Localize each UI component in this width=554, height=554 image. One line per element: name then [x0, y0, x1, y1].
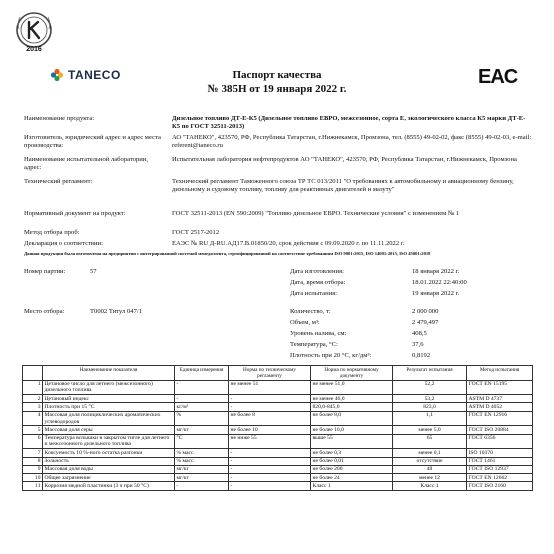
- test-method: ISO 10370: [467, 449, 533, 457]
- row-number: 6: [23, 434, 43, 449]
- regulation-norm: -: [229, 482, 311, 490]
- row-number: 2: [23, 395, 43, 403]
- manufacturer-label: Изготовитель, юридический адрес и адрес места производства:: [24, 134, 161, 149]
- temperature-label: Температура, °С:: [290, 341, 338, 348]
- regulation-norm: -: [229, 403, 311, 411]
- row-number: 8: [23, 457, 43, 465]
- table-row: [23, 449, 533, 457]
- row-number: 7: [23, 449, 43, 457]
- row-number: 11: [23, 482, 43, 490]
- document-norm: не более 0,3: [311, 449, 393, 457]
- sampling-method-value: ГОСТ 2517-2012: [172, 229, 220, 236]
- table-row: [23, 380, 533, 395]
- density-value: 0,8192: [412, 352, 431, 359]
- test-method: ГОСТ ISO 20884: [467, 426, 533, 434]
- col-header-method: Метод испытания: [467, 366, 533, 381]
- table-row: [23, 426, 533, 434]
- test-result: 52,2: [393, 380, 467, 395]
- test-result: 48: [393, 465, 467, 473]
- declaration-value: ЕАЭС № RU Д-RU.АД17.В.01850/20, срок действия с 09.09.2020 г. по 11.11.2022 г.: [172, 240, 405, 247]
- document-norm: Класс 1: [311, 482, 393, 490]
- normative-doc-label: Нормативный документ на продукт:: [24, 210, 126, 217]
- indicator-name: Плотность при 15 °С: [43, 403, 175, 411]
- test-date-label: Дата испытания:: [290, 290, 338, 297]
- test-result: отсутствие: [393, 457, 467, 465]
- unit: % масс.: [175, 449, 229, 457]
- regulation-norm: не более 8: [229, 411, 311, 426]
- document-norm: не более 8,0: [311, 411, 393, 426]
- normative-doc-value: ГОСТ 32511-2013 (EN 590:2009) "Топливо дизельное ЕВРО. Технические условия" с изменением № 1: [172, 210, 460, 217]
- tech-regulation-value: Технический регламент Таможенного союза ТР ТС 013/2011 "О требованиях к автомобильному и авиационному бензину, дизельному и судовому топливу, топливу для реактивных двигателей и мазуту": [172, 178, 514, 193]
- regulation-norm: -: [229, 457, 311, 465]
- test-result: 53,2: [393, 395, 467, 403]
- seal-year: 2016: [26, 46, 42, 53]
- regulation-norm: -: [229, 465, 311, 473]
- test-result: менее 0,1: [393, 449, 467, 457]
- document-norm: не менее 46,0: [311, 395, 393, 403]
- col-header-result: Результат испытания: [393, 366, 467, 381]
- document-norm: не менее 51,0: [311, 380, 393, 395]
- sampling-place-label: Место отбора:: [24, 308, 65, 315]
- col-header-document-norm: Норма по нормативному документу: [311, 366, 393, 381]
- table-header-row: [23, 366, 533, 381]
- regulation-norm: -: [229, 474, 311, 482]
- table-row: [23, 403, 533, 411]
- unit: мг/кг: [175, 465, 229, 473]
- document-norm: не более 24: [311, 474, 393, 482]
- fill-level-value: 408,5: [412, 330, 427, 337]
- table-row: [23, 395, 533, 403]
- test-method: ASTM D 4737: [467, 395, 533, 403]
- regulation-norm: -: [229, 449, 311, 457]
- test-method: ГОСТ ISO 12937: [467, 465, 533, 473]
- quantity-label: Количество, т:: [290, 308, 331, 315]
- test-result: 1,1: [393, 411, 467, 426]
- test-method: ГОСТ 6356: [467, 434, 533, 449]
- table-row: [23, 434, 533, 449]
- document-norm: выше 55: [311, 434, 393, 449]
- product-name-label: Наименование продукта:: [24, 115, 95, 122]
- unit: -: [175, 482, 229, 490]
- document-number: № 385Н от 19 января 2022 г.: [207, 83, 347, 95]
- regulation-norm: -: [229, 395, 311, 403]
- test-method: ГОСТ ISO 2160: [467, 482, 533, 490]
- indicator-name: Массовая доля полициклических ароматических углеводородов: [43, 411, 175, 426]
- unit: %: [175, 411, 229, 426]
- unit: мг/кг: [175, 474, 229, 482]
- row-number: 4: [23, 411, 43, 426]
- volume-label: Объем, м³:: [290, 319, 320, 326]
- regulation-norm: не ниже 55: [229, 434, 311, 449]
- test-method: ГОСТ EN 12662: [467, 474, 533, 482]
- test-result: 65: [393, 434, 467, 449]
- laboratory-label: Наименование испытательной лаборатории, адрес:: [24, 156, 148, 171]
- indicator-name: Цетановое число для летнего (межсезонного) дизельного топлива: [43, 380, 175, 395]
- table-row: [23, 465, 533, 473]
- test-method: ASTM D 4052: [467, 403, 533, 411]
- test-result: 823,0: [393, 403, 467, 411]
- regulation-norm: не менее 51: [229, 380, 311, 395]
- sampling-datetime-value: 18.01.2022 22:40:00: [412, 279, 467, 286]
- sampling-datetime-label: Дата, время отбора:: [290, 279, 346, 286]
- document-title: Паспорт качества: [232, 69, 322, 81]
- tech-regulation-label: Технический регламент:: [24, 178, 93, 185]
- document-norm: не более 200: [311, 465, 393, 473]
- test-result: Класс 1: [393, 482, 467, 490]
- row-number: 1: [23, 380, 43, 395]
- indicator-name: Общее загрязнение: [43, 474, 175, 482]
- indicator-name: Цетановый индекс: [43, 395, 175, 403]
- volume-value: 2 479,497: [412, 319, 439, 326]
- test-method: ГОСТ EN 15195: [467, 380, 533, 395]
- document-norm: не более 0,01: [311, 457, 393, 465]
- declaration-label: Декларация о соответствии:: [24, 240, 103, 247]
- col-header-unit: Единица измерения: [175, 366, 229, 381]
- test-result: менее 12: [393, 474, 467, 482]
- quantity-value: 2 000 000: [412, 308, 439, 315]
- test-method: ГОСТ EN 12916: [467, 411, 533, 426]
- laboratory-value: Испытательная лаборатория нефтепродуктов АО "ТАНЕКО", 423570, РФ, Республика Татарстан, г.Нижнекамск, Промзона: [172, 156, 517, 163]
- sampling-method-label: Метод отбора проб:: [24, 229, 80, 236]
- indicators-table: [22, 365, 533, 491]
- temperature-value: 37,6: [412, 341, 424, 348]
- fill-level-label: Уровень налива, см:: [290, 330, 347, 337]
- test-date-value: 19 января 2022 г.: [412, 290, 460, 297]
- table-row: [23, 474, 533, 482]
- table-row: [23, 482, 533, 490]
- indicator-name: Массовая доля воды: [43, 465, 175, 473]
- indicator-name: Коксуемость 10 %-ного остатка разгонки: [43, 449, 175, 457]
- indicator-name: Зольность: [43, 457, 175, 465]
- col-header-indicator: Наименование показателя: [43, 366, 175, 381]
- document-norm: не более 10,0: [311, 426, 393, 434]
- col-header-regulation-norm: Норма по техническому регламенту: [229, 366, 311, 381]
- indicator-name: Массовая доля серы: [43, 426, 175, 434]
- row-number: 10: [23, 474, 43, 482]
- company-logo-text: TANECO: [68, 68, 121, 82]
- sampling-place-value: Т0002 Титул 047/1: [90, 308, 143, 315]
- unit: кг/м³: [175, 403, 229, 411]
- manufacturer-value: АО "ТАНЕКО", 423570, РФ, Республика Татарстан, г.Нижнекамск, Промзона, тел. (8555) 49-02-02, факс (8555) 49-02-03, e-mail: referent@taneco.ru: [172, 134, 532, 149]
- col-header-num: [23, 366, 43, 381]
- unit: -: [175, 395, 229, 403]
- batch-number-value: 57: [90, 268, 97, 275]
- document-norm: 820,0-845,0: [311, 403, 393, 411]
- unit: мг/кг: [175, 426, 229, 434]
- batch-number-label: Номер партии:: [24, 268, 66, 275]
- indicator-name: Температура вспышки в закрытом тигле для летнего и межсезонного дизельного топлива: [43, 434, 175, 449]
- indicator-name: Коррозия медной пластинки (3 ч при 50 °С): [43, 482, 175, 490]
- row-number: 9: [23, 465, 43, 473]
- regulation-norm: не более 10: [229, 426, 311, 434]
- table-row: [23, 411, 533, 426]
- unit: -: [175, 380, 229, 395]
- row-number: 3: [23, 403, 43, 411]
- manufacture-date-value: 18 января 2022 г.: [412, 268, 460, 275]
- unit: % масс.: [175, 457, 229, 465]
- table-row: [23, 457, 533, 465]
- manufacture-date-label: Дата изготовления:: [290, 268, 344, 275]
- certification-note: Данная продукция была изготовлена на предприятии с интегрированной системой менеджмента, сертифицированной на соответствие требованиям ISO 9001:2015, ISO 14001:2015, ISO 45001:2018: [24, 251, 431, 256]
- test-result: менее 5,0: [393, 426, 467, 434]
- product-name-value: Дизельное топливо ДТ-Е-К5 (Дизельное топливо ЕВРО, межсезонное, сорта Е, экологического класса К5 марки ДТ-Е-К5 по ГОСТ 32511-2013): [172, 115, 526, 130]
- row-number: 5: [23, 426, 43, 434]
- density-label: Плотность при 20 °С, кг/дм³:: [290, 352, 372, 359]
- test-method: ГОСТ 1461: [467, 457, 533, 465]
- eac-conformity-mark: EAC: [478, 66, 518, 88]
- unit: °С: [175, 434, 229, 449]
